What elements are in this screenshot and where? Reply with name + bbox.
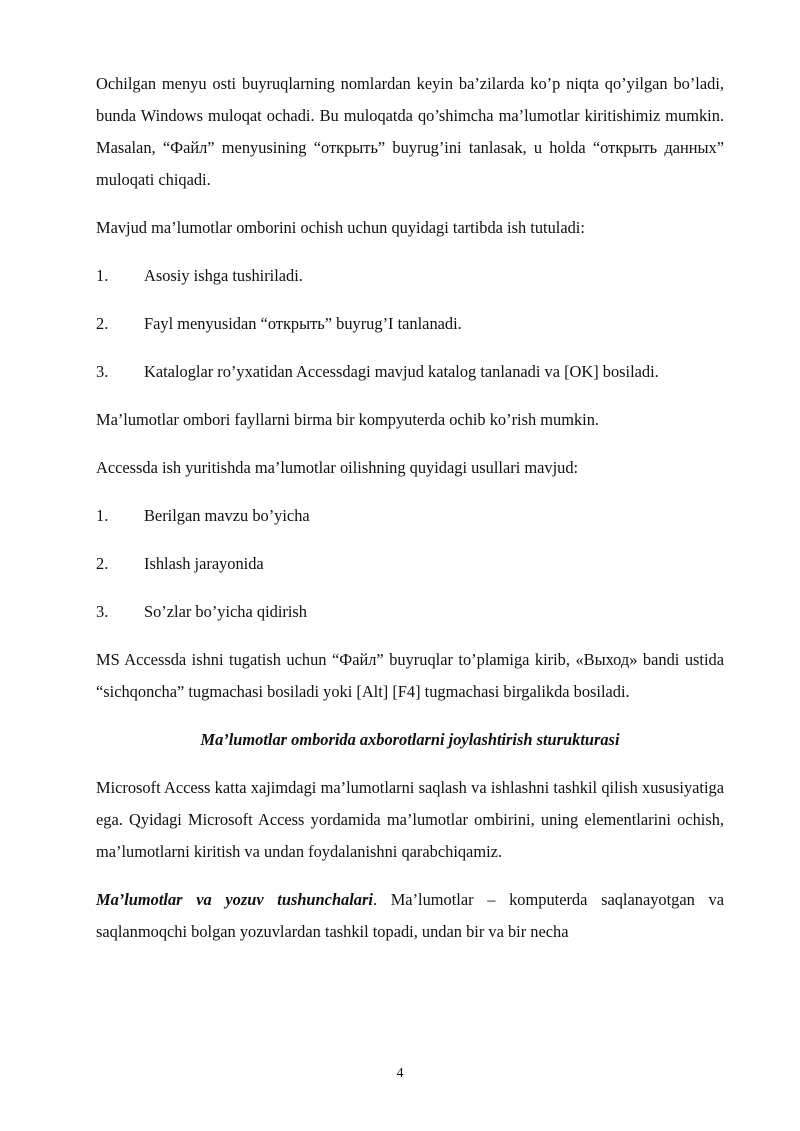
paragraph-menu-dialog: Ochilgan menyu osti buyruqlarning nomlardan keyin ba’zilarda ko’p niqta qo’yilgan bo’ladi, bunda Windows muloqat ochadi. Bu muloqatda qo’shimcha ma’lumotlar kiritishimiz mumkin. Masalan, “Файл” menyusining “открыть” buyrug’ini tanlasak, u holda “открыть данных” muloqati chiqadi. bbox=[96, 74, 724, 189]
list-text: Fayl menyusidan “открыть” buyrug’I tanlanadi. bbox=[144, 314, 462, 333]
list-item bbox=[96, 260, 724, 292]
list-text: Kataloglar ro’yxatidan Accessdagi mavjud katalog tanlanadi va [OK] bosiladi. bbox=[144, 362, 659, 381]
paragraph-data-records bbox=[96, 884, 724, 948]
list-number: 2. bbox=[96, 314, 109, 333]
list-number: 3. bbox=[96, 362, 109, 381]
paragraph-text: . Ma’lumotlar – komputerda saqlanayotgan va saqlanmoqchi bolgan yozuvlardan tashkil topadi, undan bir va bir necha bbox=[96, 890, 724, 941]
list-number: 3. bbox=[96, 602, 109, 621]
list-number: 1. bbox=[96, 506, 109, 525]
list-text: Ishlash jarayonida bbox=[144, 554, 264, 573]
list-item bbox=[96, 500, 724, 532]
paragraph-methods-intro: Accessda ish yuritishda ma’lumotlar oilishning quyidagi usullari mavjud: bbox=[96, 458, 579, 477]
paragraph-access-intro: Microsoft Access katta xajimdagi ma’lumotlarni saqlash va ishlashni tashkil qilish xususiyatiga ega. Qyidagi Microsoft Access yordamida ma’lumotlar ombirini, uning elementlarini ochish, ma’lumotlarni kiritish va undan foydalanishni qarabchiqamiz. bbox=[96, 778, 724, 861]
paragraph-files: Ma’lumotlar ombori fayllarni birma bir kompyuterda ochib ko’rish mumkin. bbox=[96, 410, 599, 429]
term-heading: Ma’lumotlar va yozuv tushunchalari bbox=[96, 890, 373, 909]
list-text: Berilgan mavzu bo’yicha bbox=[144, 506, 310, 525]
list-item bbox=[96, 308, 724, 340]
list-number: 1. bbox=[96, 266, 109, 285]
list-item bbox=[96, 356, 724, 388]
list-number: 2. bbox=[96, 554, 109, 573]
document-page bbox=[96, 68, 724, 948]
list-text: Asosiy ishga tushiriladi. bbox=[144, 266, 303, 285]
paragraph-exit-access: MS Accessda ishni tugatish uchun “Файл” buyruqlar to’plamiga kirib, «Выход» bandi ustida “sichqoncha” tugmachasi bosiladi yoki [Alt] [F4] tugmachasi birgalikda bosiladi. bbox=[96, 650, 724, 701]
page-number: 4 bbox=[396, 1066, 404, 1081]
list-text: So’zlar bo’yicha qidirish bbox=[144, 602, 307, 621]
paragraph-open-db-intro: Mavjud ma’lumotlar omborini ochish uchun quyidagi tartibda ish tutuladi: bbox=[96, 218, 585, 237]
section-heading: Ma’lumotlar omborida axborotlarni joylashtirish sturukturasi bbox=[200, 730, 620, 749]
list-item bbox=[96, 548, 724, 580]
list-item bbox=[96, 596, 724, 628]
